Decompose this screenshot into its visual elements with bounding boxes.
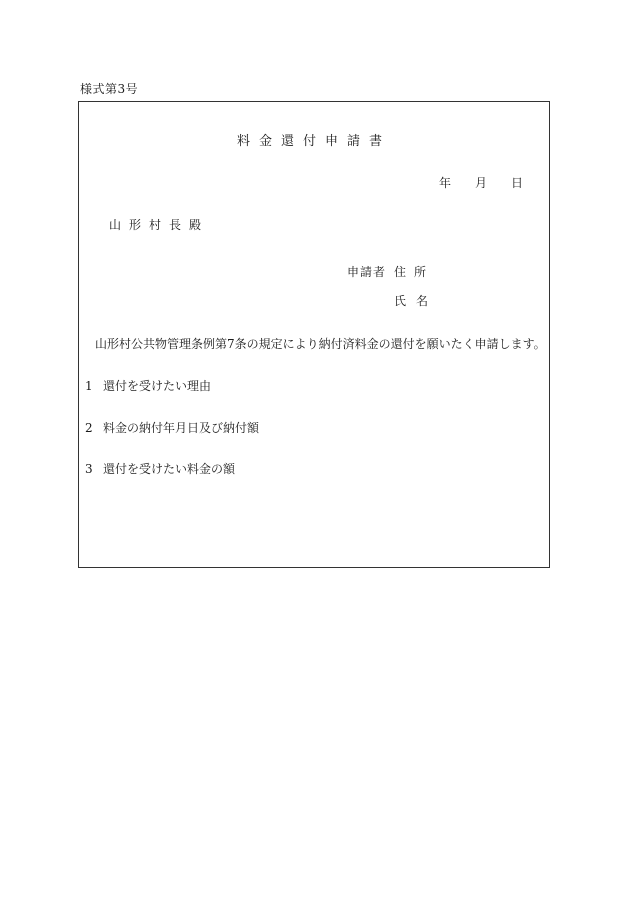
item-label: 還付を受けたい理由 xyxy=(103,379,212,393)
item-number: 1 xyxy=(85,379,93,393)
form-frame xyxy=(78,101,550,568)
list-item xyxy=(85,419,259,436)
item-label: 料金の納付年月日及び納付額 xyxy=(103,421,260,435)
item-number: 3 xyxy=(85,462,93,476)
name-label: 氏名 xyxy=(394,294,439,308)
item-label: 還付を受けたい料金の額 xyxy=(103,462,236,476)
applicant-address-line xyxy=(347,263,434,280)
list-item xyxy=(85,377,211,394)
applicant-role: 申請者 xyxy=(347,265,387,279)
addressee: 山形村長殿 xyxy=(109,218,210,232)
application-statement: 山形村公共物管理条例第7条の規定により納付済料金の還付を願いたく申請します。 xyxy=(95,337,546,351)
list-item xyxy=(85,460,235,477)
item-number: 2 xyxy=(85,421,93,435)
date-line: 年 月 日 xyxy=(438,176,523,190)
form-number: 様式第3号 xyxy=(80,82,139,96)
address-label: 住所 xyxy=(394,265,435,279)
form-title: 料金還付申請書 xyxy=(236,134,391,149)
